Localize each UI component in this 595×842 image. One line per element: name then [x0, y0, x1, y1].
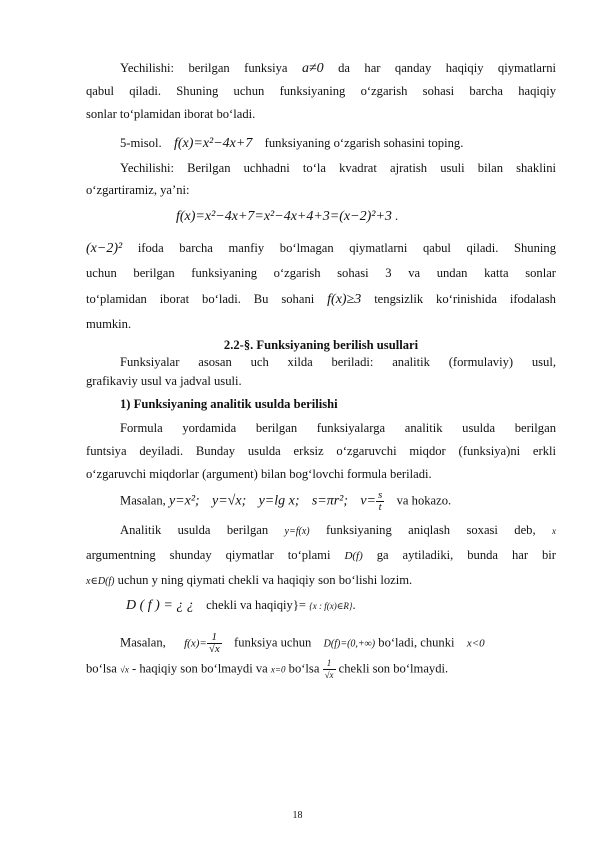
math: f(x)=x²−4x+7 — [173, 136, 253, 151]
math: y=lg x; — [258, 493, 300, 509]
text-line-16: o‘zgaruvchi miqdorlar (argument) bilan bog‘lovchi formula beriladi. — [86, 467, 432, 481]
numerator: 1 — [207, 632, 222, 644]
text: . — [352, 598, 356, 612]
text: va hokazo. — [396, 493, 452, 508]
text-line-5: Yechilishi: Berilgan uchhadni to‘la kvadrat ajratish usuli bilan shaklini — [120, 161, 556, 175]
page-number: 18 — [292, 810, 303, 821]
denominator: t — [378, 501, 382, 513]
math: D(f) — [344, 550, 363, 562]
fraction — [376, 490, 384, 513]
text-line-1 — [120, 60, 556, 77]
subsection-heading: 1) Funksiyaning analitik usulda berilishi — [120, 397, 338, 411]
denominator: √x — [324, 670, 334, 680]
text: ifoda barcha manfiy bo‘lmagan qiymatlarni qabul qiladi. Shuning — [137, 241, 556, 255]
text: Analitik usulda berilgan — [120, 523, 269, 537]
text: bo‘ladi, chunki — [378, 635, 455, 650]
text-line-6: o‘zgartiramiz, ya’ni: — [86, 183, 190, 197]
text-line-11: mumkin. — [86, 317, 132, 331]
math: D ( f ) = ¿ ¿ — [126, 598, 194, 613]
text: ga aytiladiki, bunda har bir — [376, 548, 556, 562]
text-line-8 — [86, 240, 556, 257]
text: to‘plamidan iborat bo‘ladi. Bu sohani — [86, 292, 315, 306]
math: (x−2)² — [86, 241, 123, 256]
formula-line — [176, 208, 476, 225]
text: Yechilishi: berilgan funksiya — [120, 61, 288, 75]
text-line-10 — [86, 291, 556, 308]
text-line-3: sonlar to‘plamidan iborat bo‘ladi. — [86, 107, 256, 121]
text: Masalan, — [120, 635, 166, 650]
math: a≠0 — [301, 61, 324, 76]
text-line-13: grafikaviy usul va jadval usuli. — [86, 374, 242, 388]
text: . — [395, 209, 399, 223]
math: x=0 — [270, 664, 286, 675]
fraction — [207, 632, 222, 655]
section-heading: 2.2-§. Funksiyaning berilish usullari — [223, 338, 419, 352]
fraction — [323, 658, 336, 681]
math: f(x)≥3 — [327, 292, 362, 307]
text: bo‘lsa — [288, 661, 320, 676]
text-line-2: qabul qiladi. Shuning uchun funksiyaning o‘zgarish sohasi barcha haqiqiy — [86, 84, 556, 98]
math: x∈D(f) — [86, 576, 115, 587]
math: s=πr²; — [311, 493, 349, 509]
examples-line — [120, 490, 556, 513]
text: chekli va haqiqiy}= — [206, 598, 306, 612]
numerator: s — [378, 489, 383, 501]
math: y=x²; — [168, 493, 200, 509]
domain-definition-line — [126, 597, 556, 614]
text: argumentning shunday qiymatlar to‘plami — [86, 548, 331, 562]
text-line-22 — [120, 632, 556, 655]
text: tengsizlik ko‘rinishida ifodalash — [374, 292, 556, 306]
text-line-15: funtsiya deyiladi. Bunday usulda erksiz o‘zgaruvchi miqdor (funksiya)ni erkli — [86, 444, 556, 458]
text: da har qanday haqiqiy qiymatlarni — [338, 61, 556, 75]
text: funksiya uchun — [234, 635, 312, 650]
text: bo‘lsa — [86, 661, 117, 676]
math: y=f(x) — [284, 526, 310, 537]
math: {x : f(x)∈R} — [309, 601, 353, 611]
text: funksiyaning o‘zgarish sohasini toping. — [264, 136, 464, 150]
text-line-20 — [86, 572, 556, 590]
text: chekli son bo‘lmaydi. — [338, 661, 449, 676]
math: f(x)= — [184, 637, 207, 650]
text: uchun y ning qiymati chekli va haqiqiy son bo‘lishi lozim. — [117, 573, 413, 587]
text-line-18 — [120, 522, 556, 540]
math: √x — [119, 664, 129, 675]
math: f(x)=x²−4x+7=x²−4x+4+3=(x−2)²+3 — [176, 209, 392, 224]
math: v= — [360, 493, 377, 509]
text-line-12: Funksiyalar asosan uch xilda beriladi: analitik (formulaviy) usul, — [120, 355, 556, 369]
example-5-line — [120, 135, 556, 152]
example-label: 5-misol. — [120, 136, 162, 150]
text: - haqiqiy son bo‘lmaydi va — [132, 661, 268, 676]
math: x<0 — [466, 637, 485, 650]
text-line-23 — [86, 658, 556, 681]
text: Masalan, — [120, 493, 166, 508]
text-line-9: uchun berilgan funksiyaning o‘zgarish sohasi 3 va undan katta sonlar — [86, 266, 556, 280]
denominator: √x — [208, 643, 220, 655]
text-line-14: Formula yordamida berilgan funksiyalarga analitik usulda berilgan — [120, 421, 556, 435]
numerator: 1 — [323, 658, 336, 670]
text: funksiyaning aniqlash soxasi deb, — [325, 523, 536, 537]
math: y=√x; — [212, 493, 247, 509]
math: D(f)=(0,+∞) — [323, 638, 376, 650]
math: x — [552, 526, 557, 536]
text-line-19 — [86, 547, 556, 564]
